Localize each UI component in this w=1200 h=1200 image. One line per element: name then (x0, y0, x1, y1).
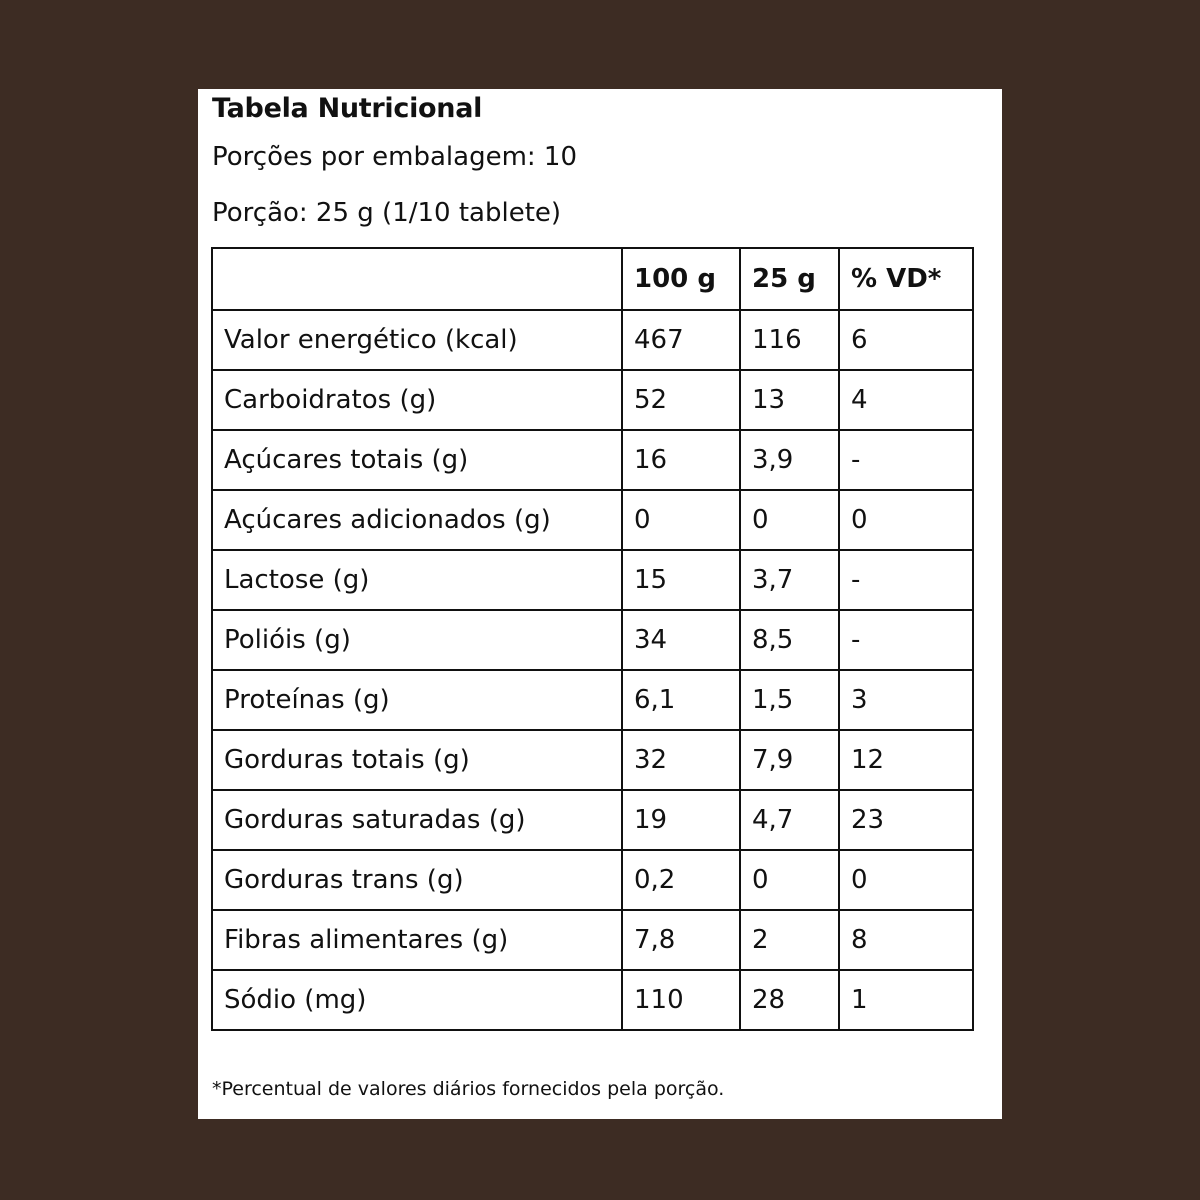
nutrient-name: Gorduras totais (g) (212, 730, 622, 790)
value-per-serving: 2 (740, 910, 839, 970)
nutrition-table (211, 247, 974, 1031)
portions-per-package: Porções por embalagem: 10 (212, 142, 578, 172)
value-per-100g: 15 (622, 550, 740, 610)
table-row (212, 490, 973, 550)
value-daily-percent: 23 (839, 790, 973, 850)
nutrient-name: Polióis (g) (212, 610, 622, 670)
value-daily-percent: - (839, 430, 973, 490)
value-per-100g: 0,2 (622, 850, 740, 910)
value-per-serving: 7,9 (740, 730, 839, 790)
table-row (212, 310, 973, 370)
nutrient-name: Carboidratos (g) (212, 370, 622, 430)
value-per-100g: 32 (622, 730, 740, 790)
value-per-100g: 6,1 (622, 670, 740, 730)
header-daily-value: % VD* (839, 248, 973, 310)
nutrient-name: Fibras alimentares (g) (212, 910, 622, 970)
nutrition-panel (198, 89, 1002, 1119)
nutrient-name: Valor energético (kcal) (212, 310, 622, 370)
table-row (212, 850, 973, 910)
value-daily-percent: 0 (839, 490, 973, 550)
table-row (212, 910, 973, 970)
value-per-100g: 0 (622, 490, 740, 550)
value-per-serving: 28 (740, 970, 839, 1030)
value-per-serving: 3,7 (740, 550, 839, 610)
value-daily-percent: - (839, 610, 973, 670)
value-per-serving: 116 (740, 310, 839, 370)
table-row (212, 370, 973, 430)
value-daily-percent: - (839, 550, 973, 610)
nutrient-name: Gorduras saturadas (g) (212, 790, 622, 850)
value-per-100g: 110 (622, 970, 740, 1030)
header-per-serving: 25 g (740, 248, 839, 310)
table-row (212, 610, 973, 670)
value-per-100g: 467 (622, 310, 740, 370)
value-per-serving: 3,9 (740, 430, 839, 490)
table-row (212, 730, 973, 790)
value-daily-percent: 6 (839, 310, 973, 370)
value-per-serving: 1,5 (740, 670, 839, 730)
nutrient-name: Proteínas (g) (212, 670, 622, 730)
value-daily-percent: 3 (839, 670, 973, 730)
value-per-100g: 19 (622, 790, 740, 850)
value-per-serving: 13 (740, 370, 839, 430)
value-per-100g: 52 (622, 370, 740, 430)
nutrient-name: Lactose (g) (212, 550, 622, 610)
value-per-serving: 4,7 (740, 790, 839, 850)
value-daily-percent: 0 (839, 850, 973, 910)
table-row (212, 550, 973, 610)
value-per-100g: 34 (622, 610, 740, 670)
value-daily-percent: 12 (839, 730, 973, 790)
table-row (212, 970, 973, 1030)
header-nutrient (212, 248, 622, 310)
value-daily-percent: 8 (839, 910, 973, 970)
header-per-100g: 100 g (622, 248, 740, 310)
footnote: *Percentual de valores diários fornecidos pela porção. (212, 1078, 725, 1100)
serving-size: Porção: 25 g (1/10 tablete) (212, 198, 562, 228)
value-per-serving: 0 (740, 850, 839, 910)
panel-title: Tabela Nutricional (212, 93, 483, 124)
nutrient-name: Gorduras trans (g) (212, 850, 622, 910)
value-per-serving: 0 (740, 490, 839, 550)
nutrient-name: Açúcares adicionados (g) (212, 490, 622, 550)
nutrient-name: Sódio (mg) (212, 970, 622, 1030)
value-per-serving: 8,5 (740, 610, 839, 670)
table-header-row (212, 248, 973, 310)
value-per-100g: 16 (622, 430, 740, 490)
table-row (212, 790, 973, 850)
value-per-100g: 7,8 (622, 910, 740, 970)
nutrient-name: Açúcares totais (g) (212, 430, 622, 490)
value-daily-percent: 1 (839, 970, 973, 1030)
table-row (212, 430, 973, 490)
value-daily-percent: 4 (839, 370, 973, 430)
table-row (212, 670, 973, 730)
